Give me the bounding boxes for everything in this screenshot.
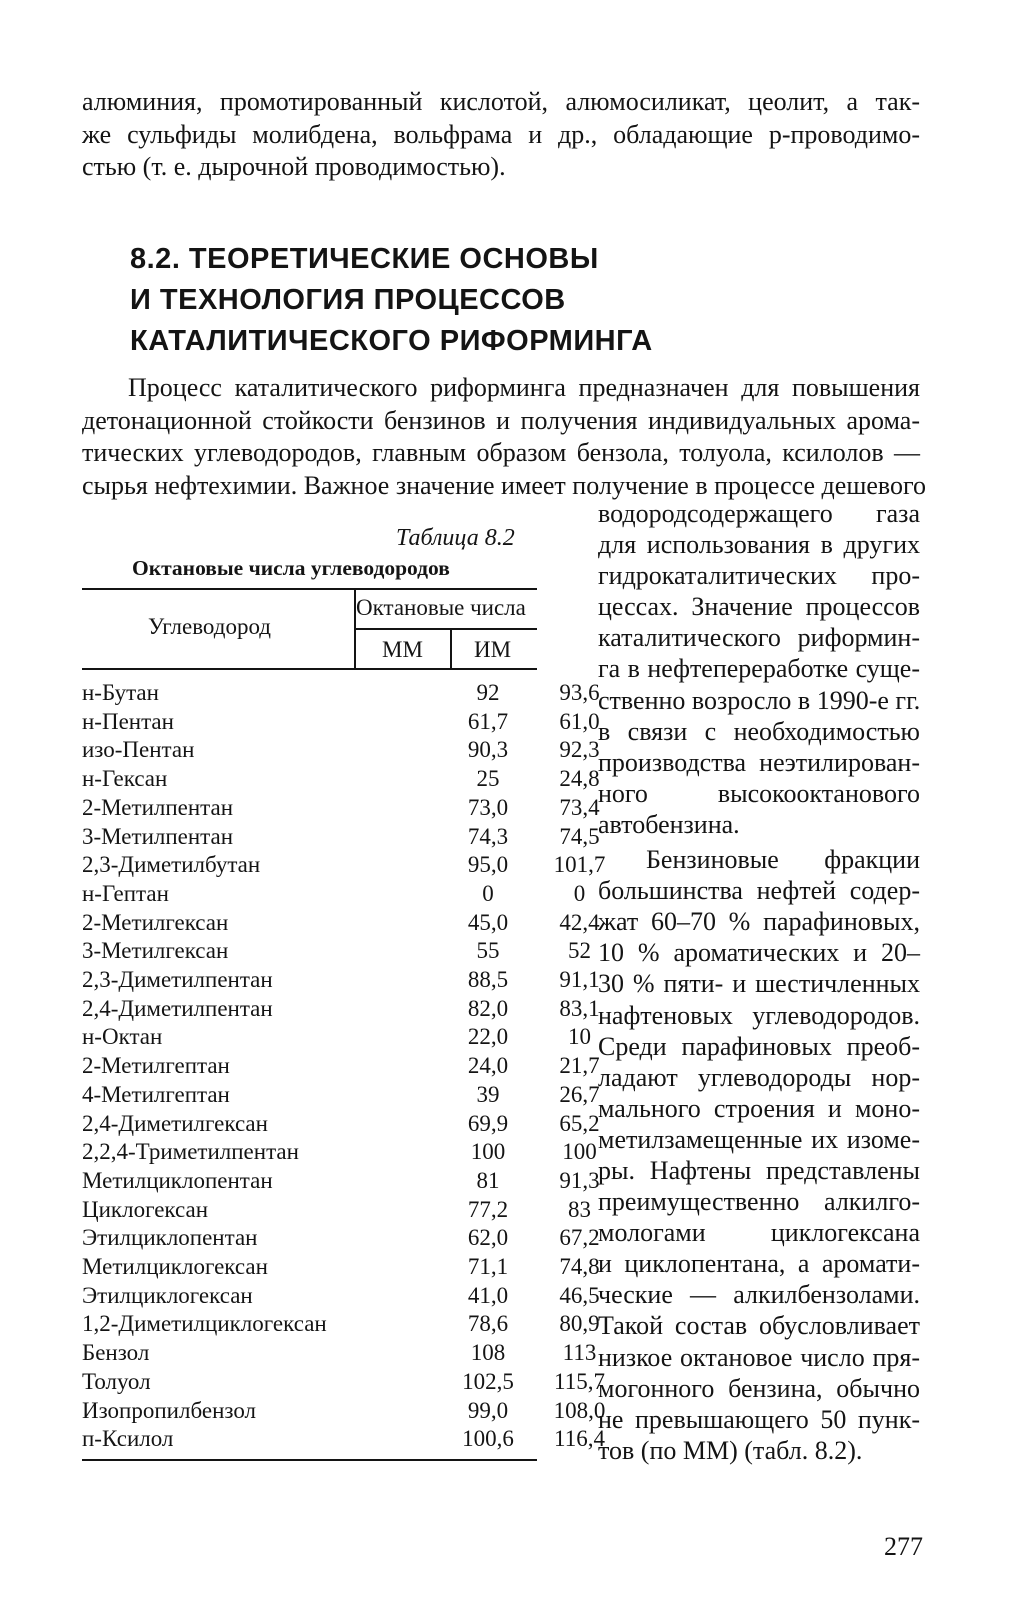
heading-line: И ТЕХНОЛОГИЯ ПРОЦЕССОВ	[130, 284, 566, 316]
table-row	[82, 1425, 605, 1454]
column-line: жат 60–70 % парафиновых,	[598, 907, 920, 937]
table-row	[82, 1397, 606, 1426]
hydrocarbon-name: 3-Метилгексан	[82, 938, 229, 964]
octane-mm: 95,0	[467, 852, 509, 878]
octane-im: 115,7	[554, 1368, 605, 1394]
column-line: могонного бензина, обычно	[598, 1373, 920, 1403]
table-row	[82, 1081, 600, 1110]
column-line: большинства нефтей содер-	[598, 876, 920, 906]
octane-mm: 100	[470, 1139, 506, 1165]
paragraph-line: Процесс каталитического риформинга предназначен для повышения	[128, 373, 920, 402]
hydrocarbon-name: Циклогексан	[82, 1196, 209, 1222]
column-line: производства неэтилирован-	[598, 747, 920, 777]
octane-mm: 22,0	[467, 1024, 509, 1050]
column-line: нафтеновых углеводородов.	[598, 1000, 920, 1030]
column-line: низкое октановое число пря-	[598, 1342, 920, 1372]
octane-im: 100	[562, 1139, 597, 1165]
hydrocarbon-name: Этилциклопентан	[82, 1225, 258, 1251]
octane-mm: 39	[476, 1081, 500, 1107]
column-line: преимущественно алкилго-	[598, 1187, 920, 1217]
table-row	[82, 765, 600, 794]
column-line: и циклопентана, а аромати-	[598, 1249, 920, 1279]
table-row	[82, 708, 600, 737]
table-row	[82, 1310, 600, 1339]
octane-im: 93,6	[559, 680, 600, 705]
header-mm: ММ	[382, 637, 423, 662]
header-hydrocarbon: Углеводород	[148, 614, 271, 639]
hydrocarbon-name: Этилциклогексан	[82, 1282, 253, 1308]
table-row	[82, 1110, 600, 1139]
octane-mm: 99,0	[467, 1397, 509, 1423]
octane-mm: 90,3	[467, 737, 509, 763]
table-row	[82, 995, 600, 1024]
column-line: ладают углеводороды нор-	[598, 1062, 920, 1092]
column-line: водородсодержащего газа	[598, 499, 920, 528]
octane-mm: 69,9	[467, 1110, 509, 1136]
column-line: Такой состав обусловливает	[598, 1311, 920, 1341]
column-line: тов (по ММ) (табл. 8.2).	[598, 1435, 863, 1465]
column-line: га в нефтепереработке суще-	[598, 654, 920, 684]
column-line: ческие — алкилбензолами.	[598, 1280, 920, 1310]
hydrocarbon-name: н-Пентан	[82, 708, 174, 734]
hydrocarbon-name: н-Гептан	[82, 880, 169, 906]
octane-mm: 100,6	[462, 1426, 514, 1452]
octane-im: 0	[573, 880, 586, 906]
octane-mm: 102,5	[462, 1368, 514, 1394]
table-row	[82, 1196, 591, 1225]
table-row	[82, 937, 591, 966]
intro-line: стью (т. е. дырочной проводимостью).	[82, 152, 506, 181]
table-row	[82, 794, 600, 823]
column-line: Бензиновые фракции	[646, 845, 920, 875]
heading-line: 8.2. ТЕОРЕТИЧЕСКИЕ ОСНОВЫ	[130, 243, 599, 275]
octane-im: 80,9	[559, 1311, 600, 1337]
table-top-rule	[82, 588, 537, 590]
column-line: не превышающего 50 пунк-	[598, 1404, 920, 1434]
header-octane-numbers: Октановые числа	[356, 595, 526, 620]
header-im: ИМ	[474, 637, 512, 662]
octane-im: 42,4	[559, 909, 600, 935]
table-row	[82, 1023, 591, 1052]
column-line: ственно возросло в 1990-е гг.	[598, 685, 921, 715]
column-line: в связи с необходимостью	[598, 716, 920, 746]
octane-im: 61,0	[559, 708, 600, 734]
table-row	[82, 1339, 597, 1368]
body-paragraph	[82, 372, 926, 502]
octane-mm: 61,7	[467, 708, 509, 734]
column-line: мального строения и моно-	[598, 1093, 920, 1123]
octane-im: 83	[568, 1196, 591, 1222]
octane-mm: 62,0	[467, 1225, 509, 1251]
octane-im: 108,0	[553, 1397, 606, 1423]
hydrocarbon-name: н-Гексан	[82, 766, 168, 792]
octane-im: 101,7	[553, 852, 606, 878]
side-column-text	[598, 498, 920, 1466]
section-heading	[130, 239, 653, 362]
octane-im: 52	[568, 938, 591, 964]
hydrocarbon-name: 2,4-Диметилгексан	[82, 1110, 268, 1136]
table-header-mid-rule	[354, 628, 537, 630]
intro-line: же сульфиды молибдена, вольфрама и др., обладающие р-проводимо-	[82, 119, 920, 149]
hydrocarbon-name: 1,2-Диметилциклогексан	[82, 1311, 327, 1337]
table-header-divider	[450, 628, 452, 669]
hydrocarbon-name: Метилциклогексан	[82, 1254, 268, 1279]
octane-im: 46,5	[559, 1282, 600, 1308]
hydrocarbon-name: 2,3-Диметилпентан	[82, 967, 273, 992]
hydrocarbon-name: 4-Метилгептан	[82, 1081, 230, 1107]
octane-im: 21,7	[559, 1053, 600, 1079]
table-row	[82, 1282, 600, 1311]
table-row	[82, 966, 600, 995]
hydrocarbon-name: 2,2,4-Триметилпентан	[82, 1139, 299, 1165]
hydrocarbon-name: Изопропилбензол	[82, 1397, 257, 1423]
column-line: ного высокооктанового	[598, 778, 920, 808]
table-row	[82, 1253, 600, 1282]
table-row	[82, 823, 600, 852]
paragraph-line: сырья нефтехимии. Важное значение имеет получение в процессе дешевого	[82, 470, 926, 500]
column-line: Среди парафиновых преоб-	[598, 1031, 920, 1061]
octane-mm: 24,0	[467, 1053, 509, 1079]
table-row	[82, 909, 600, 938]
octane-mm: 45,0	[467, 909, 509, 935]
octane-im: 74,5	[559, 823, 600, 849]
octane-mm: 81	[476, 1167, 500, 1193]
octane-mm: 88,5	[467, 967, 509, 992]
octane-im: 116,4	[554, 1426, 605, 1452]
octane-im: 73,4	[559, 794, 600, 820]
table-row	[82, 1224, 600, 1253]
column-line: гидрокаталитических про-	[598, 561, 920, 591]
heading-line: КАТАЛИТИЧЕСКОГО РИФОРМИНГА	[130, 325, 653, 357]
table-label: Таблица 8.2	[396, 525, 515, 551]
table-row	[82, 880, 586, 909]
octane-mm: 108	[470, 1340, 506, 1366]
column-line: метилзамещенные их изоме-	[598, 1124, 920, 1154]
hydrocarbon-name: п-Ксилол	[82, 1426, 174, 1452]
octane-mm: 41,0	[467, 1282, 509, 1308]
hydrocarbon-name: 2-Метилгексан	[82, 909, 229, 935]
octane-mm: 74,3	[467, 823, 509, 849]
octane-im: 24,8	[559, 766, 600, 792]
table-row	[82, 1167, 600, 1196]
octane-im: 26,7	[559, 1081, 600, 1107]
table-row	[82, 851, 606, 880]
octane-mm: 0	[482, 880, 494, 906]
octane-mm: 55	[476, 938, 500, 964]
octane-im: 65,2	[559, 1110, 600, 1136]
octane-im: 67,2	[559, 1225, 600, 1251]
octane-mm: 78,6	[467, 1311, 509, 1337]
page-number: 277	[884, 1532, 923, 1561]
octane-mm: 92	[476, 680, 500, 705]
table-row	[82, 736, 600, 765]
table-bottom-rule	[82, 1459, 537, 1461]
intro-paragraph	[82, 86, 920, 184]
hydrocarbon-name: 2-Метилпентан	[82, 794, 234, 820]
octane-im: 113	[562, 1340, 597, 1366]
hydrocarbon-name: изо-Пентан	[82, 737, 195, 763]
octane-im: 10	[568, 1024, 591, 1050]
octane-mm: 73,0	[467, 794, 509, 820]
hydrocarbon-name: Метилциклопентан	[82, 1167, 273, 1193]
octane-mm: 25	[476, 766, 500, 792]
hydrocarbon-name: Бензол	[82, 1340, 150, 1366]
hydrocarbon-name: 2,3-Диметилбутан	[82, 852, 261, 878]
column-line: мологами циклогексана	[598, 1218, 920, 1248]
hydrocarbon-name: 2,4-Диметилпентан	[82, 995, 273, 1021]
column-line: ры. Нафтены представлены	[598, 1155, 920, 1185]
hydrocarbon-name: 2-Метилгептан	[82, 1053, 230, 1079]
table-header-bottom-rule	[82, 668, 537, 670]
table-row	[82, 679, 600, 708]
column-line: 10 % ароматических и 20–	[598, 938, 920, 968]
table-row	[82, 1052, 600, 1081]
column-line: каталитического риформин-	[598, 623, 920, 653]
octane-mm: 71,1	[467, 1254, 509, 1279]
paragraph-line: детонационной стойкости бензинов и получения индивидуальных арома-	[82, 405, 920, 435]
octane-im: 91,1	[559, 967, 600, 992]
octane-mm: 77,2	[467, 1196, 509, 1222]
paragraph-line: тических углеводородов, главным образом бензола, толуола, ксилолов —	[82, 438, 920, 467]
hydrocarbon-name: н-Бутан	[82, 680, 159, 705]
hydrocarbon-name: н-Октан	[82, 1024, 163, 1050]
octane-im: 74,8	[559, 1254, 600, 1279]
table-row	[82, 1138, 597, 1167]
table-row	[82, 1368, 605, 1397]
intro-line: алюминия, промотированный кислотой, алюмосиликат, цеолит, а так-	[82, 87, 920, 116]
column-line: для использования в других	[598, 530, 920, 560]
hydrocarbon-name: 3-Метилпентан	[82, 823, 234, 849]
octane-im: 83,1	[559, 995, 600, 1021]
octane-im: 91,3	[559, 1167, 600, 1193]
table-title: Октановые числа углеводородов	[132, 556, 450, 580]
octane-im: 92,3	[559, 737, 600, 763]
column-line: цессах. Значение процессов	[598, 592, 920, 622]
hydrocarbon-name: Толуол	[82, 1368, 151, 1394]
octane-mm: 82,0	[467, 995, 509, 1021]
column-line: 30 % пяти- и шестичленных	[598, 969, 920, 999]
column-line: автобензина.	[598, 809, 740, 839]
